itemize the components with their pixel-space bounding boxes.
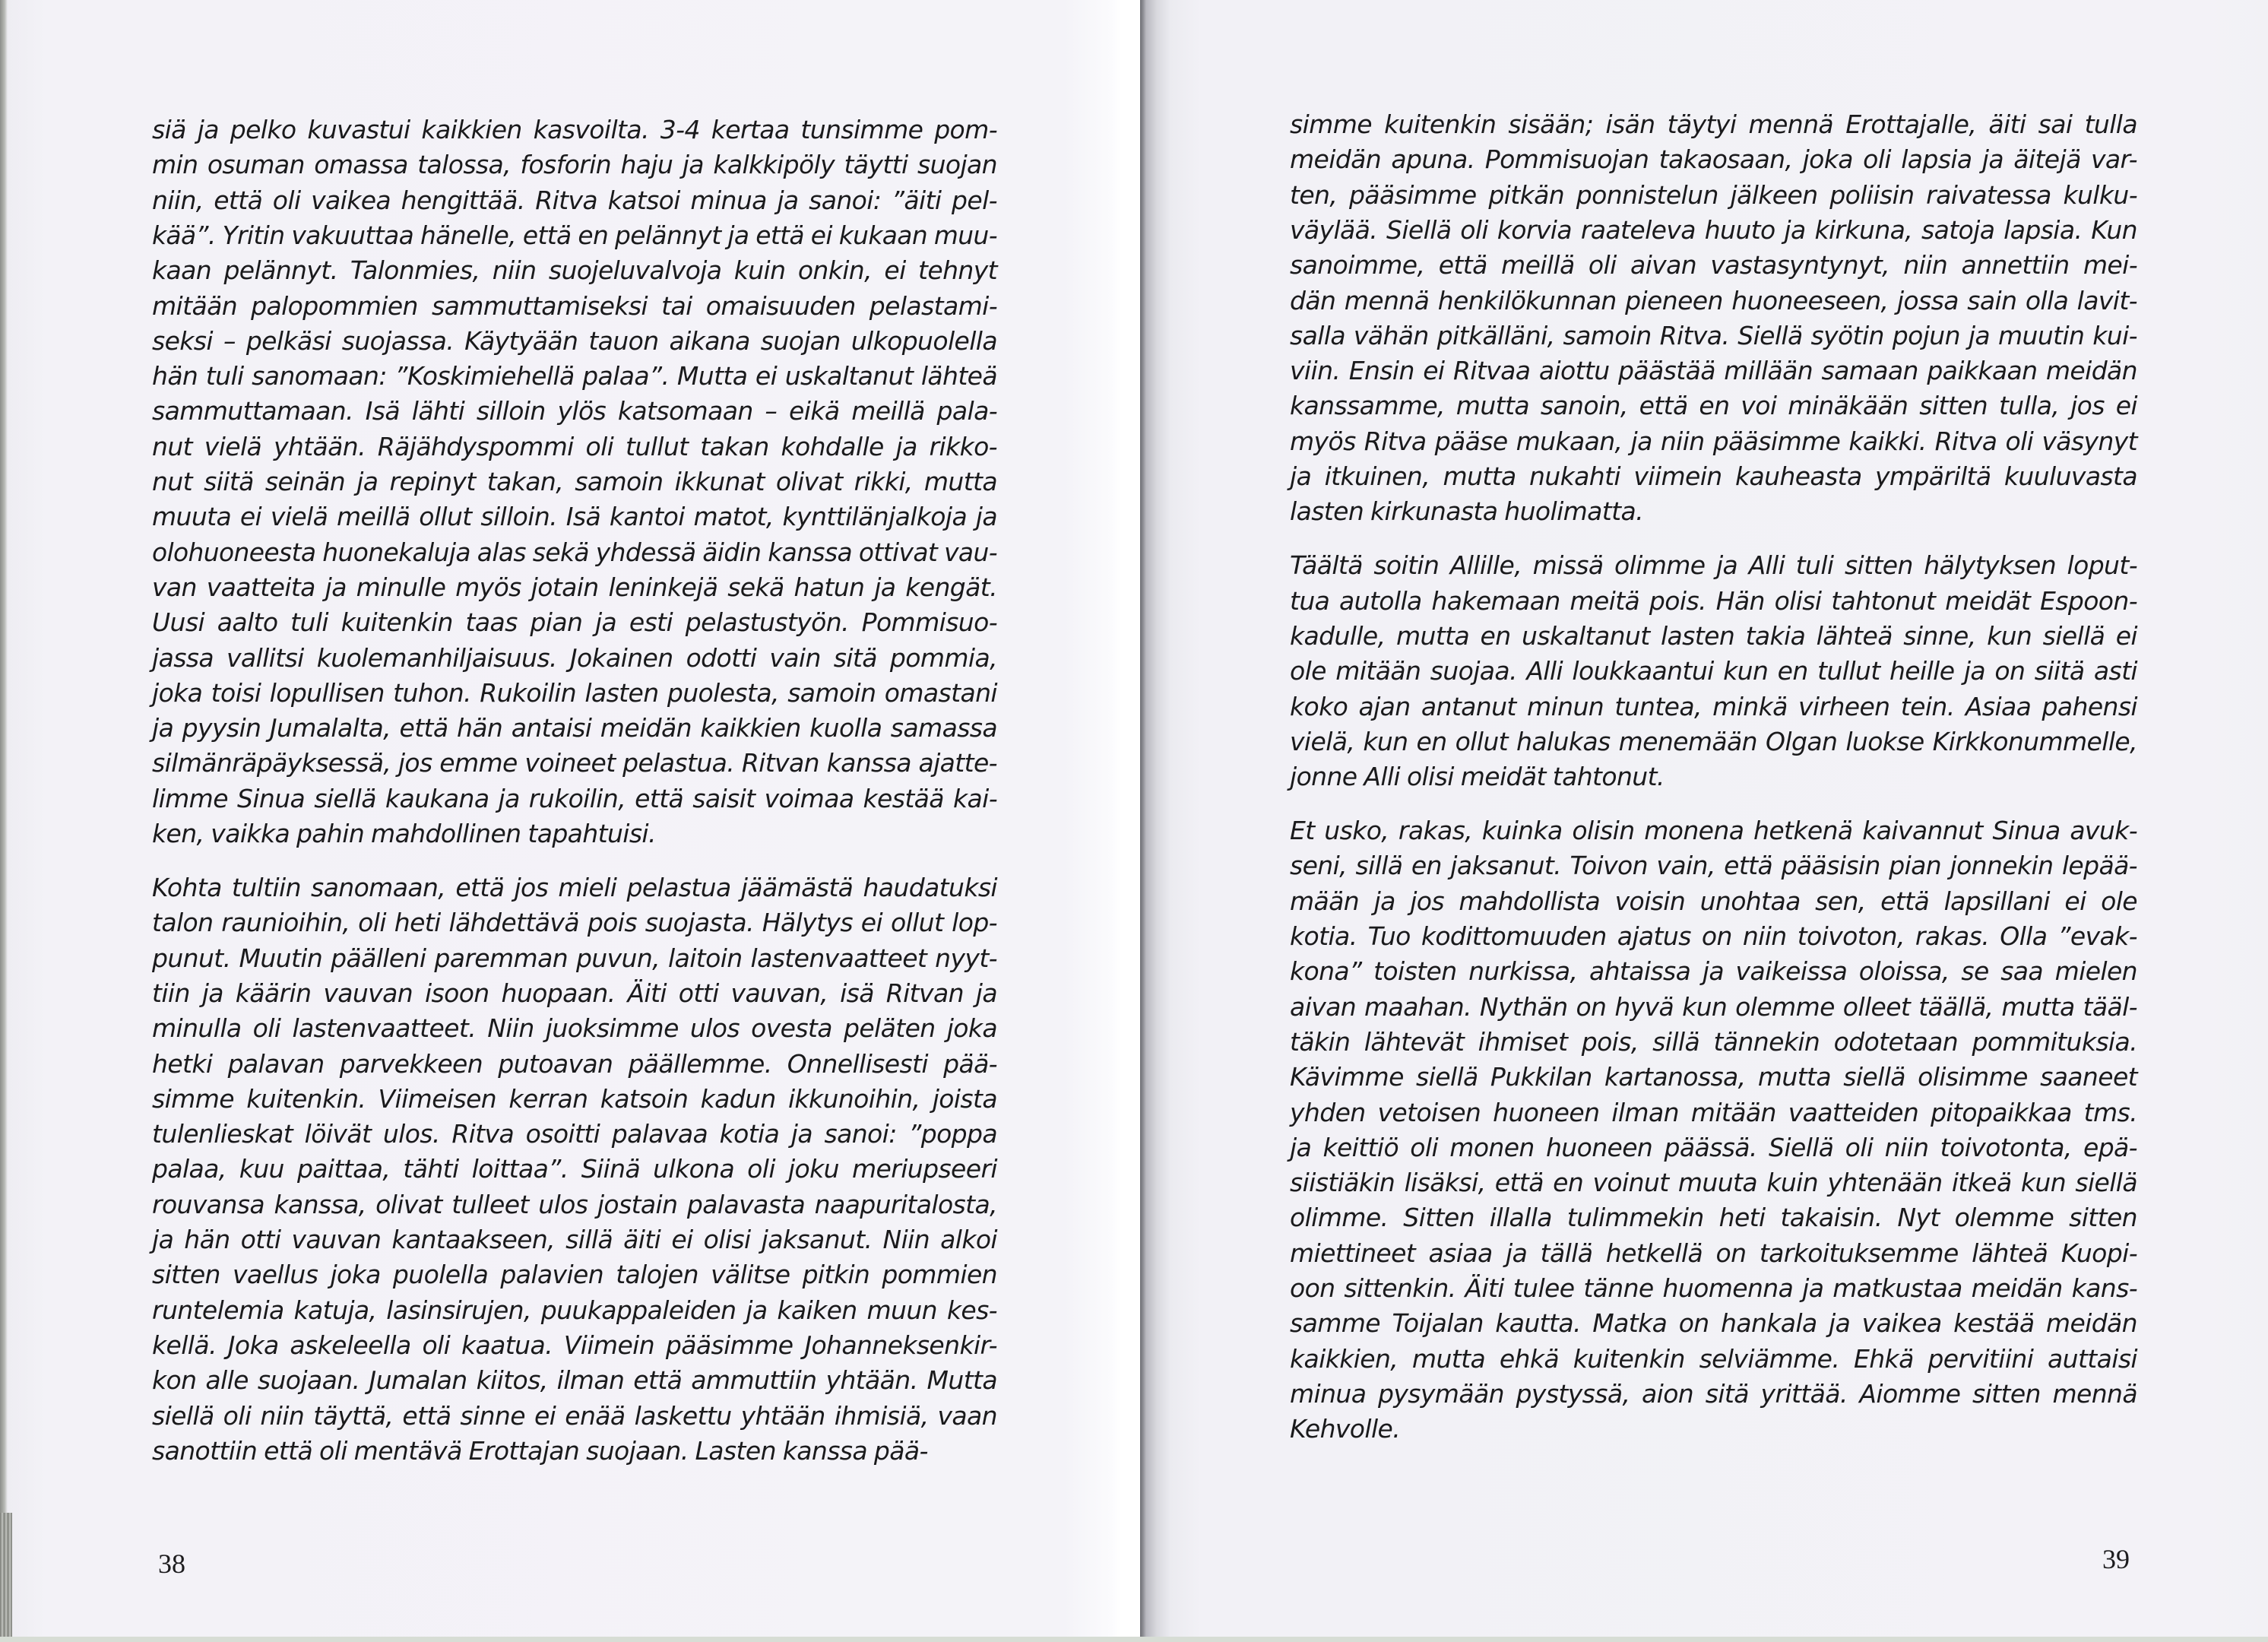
text-line: lasten kirkunasta huolimatta. — [1290, 496, 1643, 527]
text-line: Täältä soitin Allille, missä olimme ja Alli tuli sitten hälytyksen loput- — [1290, 550, 2137, 581]
text-line: rouvansa kanssa, olivat tulleet ulos jostain palavasta naapuritalosta, — [152, 1189, 997, 1219]
text-line: kaikkien, mutta ehkä kuitenkin selviämme. Ehkä pervitiini auttaisi — [1290, 1343, 2137, 1374]
text-line: kanssamme, mutta sanoin, että en voi minäkään sitten tulla, jos ei — [1290, 391, 2137, 421]
text-line: min osuman omassa talossa, fosforin haju ja kalkkipöly täytti suojan — [152, 150, 997, 180]
text-line: minua pysymään pystyssä, aion sitä yrittää. Aiomme sitten mennä — [1290, 1378, 2137, 1409]
text-line: joka toisi lopullisen tuhon. Rukoilin lasten puolesta, samoin omastani — [152, 677, 997, 708]
text-line: mitään palopommien sammuttamiseksi tai omaisuuden pelastami- — [152, 290, 997, 321]
text-line: simme kuitenkin. Viimeisen kerran katsoin kadun ikkunoihin, joista — [152, 1083, 997, 1114]
text-line: nut siitä seinän ja repinyt takan, samoin ikkunat olivat rikki, mutta — [152, 467, 997, 496]
text-line: ja pyysin Jumalalta, että hän antaisi meidän kaikkien kuolla samassa — [152, 713, 997, 743]
text-line: silmänräpäyksessä, jos emme voineet pelastua. Ritvan kanssa ajatte- — [152, 748, 997, 778]
text-line: siistiäkin lisäksi, että en voinut muuta kuin yhtenään itkeä kun siellä — [1290, 1168, 2137, 1198]
text-line: oon sittenkin. Äiti tulee tänne huomenna ja matkustaa meidän kans- — [1290, 1273, 2137, 1303]
text-line: Kohta tultiin sanomaan, että jos mieli pelastua jäämästä haudatuksi — [152, 873, 997, 902]
scanner-background-strip — [0, 1637, 2268, 1642]
text-line: ten, pääsimme pitkän ponnistelun jälkeen poliisin raivatessa kulku- — [1290, 179, 2137, 210]
text-line: siellä oli niin täyttä, että sinne ei enää laskettu yhtään ihmisiä, vaan — [152, 1400, 997, 1431]
text-line: sammuttamaan. Isä lähti silloin ylös katsomaan – eikä meillä pala- — [152, 396, 997, 426]
text-line: kaan pelännyt. Talonmies, niin suojeluvalvoja kuin onkin, ei tehnyt — [152, 255, 997, 286]
text-line: ja itkuinen, mutta nukahti viimein kauheasta ympäriltä kuuluvasta — [1290, 461, 2137, 491]
text-line: vielä, kun en ollut halukas menemään Olgan luokse Kirkkonummelle, — [1290, 726, 2137, 756]
text-line: koko ajan antanut minun tuntea, minkä virheen tein. Asiaa pahensi — [1290, 691, 2137, 721]
text-line: viin. Ensin ei Ritvaa aiottu päästää millään samaan paikkaan meidän — [1290, 356, 2137, 386]
text-line: samme Toijalan kautta. Matka on hankala ja vaikea kestää meidän — [1290, 1308, 2137, 1339]
text-line: punut. Muutin päälleni paremman puvun, laitoin lastenvaatteet nyyt- — [152, 943, 997, 973]
text-line: seksi – pelkäsi suojassa. Käytyään tauon aikana suojan ulkopuolella — [152, 325, 997, 356]
text-line: ole mitään suojaa. Alli loukkaantui kun en tullut heille ja on siitä asti — [1290, 656, 2137, 686]
text-line: hetki palavan parvekkeen putoavan päällemme. Onnellisesti pää- — [152, 1048, 997, 1079]
text-line: sitten vaellus joka puolella palavien talojen välitse pitkin pommien — [152, 1260, 997, 1290]
text-line: ja hän otti vauvan kantaakseen, sillä äiti ei olisi jaksanut. Niin alkoi — [152, 1225, 997, 1254]
text-line: jonne Alli olisi meidät tahtonut. — [1290, 762, 1665, 792]
text-line: kona” toisten nurkissa, ahtaissa ja vaikeissa oloissa, se saa mielen — [1290, 956, 2137, 987]
text-line: väylää. Siellä oli korvia raateleva huuto ja kirkuna, satoja lapsia. Kun — [1290, 214, 2137, 245]
page-number-left: 38 — [158, 1548, 185, 1579]
text-line: salla vähän pitkälläni, samoin Ritva. Siellä syötin pojun ja muutin kui- — [1290, 320, 2137, 350]
text-line: tulenlieskat löivät ulos. Ritva osoitti palavaa kotia ja sanoi: ”poppa — [152, 1119, 997, 1149]
text-line: kotia. Tuo kodittomuuden ajatus on niin toivoton, rakas. Olla ”evak- — [1290, 921, 2137, 951]
text-line: ken, vaikka pahin mahdollinen tapahtuisi. — [152, 819, 656, 848]
text-line: kellä. Joka askeleella oli kaatua. Viimein pääsimme Johanneksenkir- — [152, 1330, 997, 1360]
text-line: tiin ja käärin vauvan isoon huopaan. Äiti otti vauvan, isä Ritvan ja — [152, 978, 997, 1008]
text-line: Et usko, rakas, kuinka olisin monena hetkenä kaivannut Sinua avuk- — [1290, 816, 2137, 846]
text-line: van vaatteita ja minulle myös jotain leninkejä sekä hatun ja kengät. — [152, 572, 997, 602]
text-line: dän mennä henkilökunnan pieneen huoneeseen, jossa sain olla lavit- — [1290, 285, 2137, 315]
text-line: minulla oli lastenvaatteet. Niin juoksimme ulos ovesta peläten joka — [152, 1013, 997, 1044]
text-line: Kävimme siellä Pukkilan kartanossa, mutta siellä olisimme saaneet — [1290, 1062, 2137, 1092]
page-edge-stack — [0, 1513, 12, 1637]
text-line: yhden vetoisen huoneen ilman mitään vaatteiden pitopaikkaa tms. — [1290, 1097, 2137, 1127]
text-line: talon raunioihin, oli heti lähdettävä pois suojasta. Hälytys ei ollut lop- — [152, 908, 997, 938]
text-line: ja keittiö oli monen huoneen päässä. Siellä oli niin toivotonta, epä- — [1290, 1132, 2137, 1162]
text-line: siä ja pelko kuvastui kaikkien kasvoilta. 3-4 kertaa tunsimme pom- — [152, 115, 997, 144]
text-line: seni, sillä en jaksanut. Toivon vain, että pääsisin pian jonnekin lepää- — [1290, 851, 2137, 881]
text-line: limme Sinua siellä kaukana ja rukoilin, että saisit voimaa kestää kai- — [152, 783, 997, 813]
text-line: täkin lähtevät ihmiset pois, sillä tännekin odotetaan pommituksia. — [1290, 1026, 2137, 1057]
text-line: muuta ei vielä meillä ollut silloin. Isä kantoi matot, kynttilänjalkoja ja — [152, 502, 997, 532]
text-line: palaa, kuu paittaa, tähti loittaa”. Siinä ulkona oli joku meriupseeri — [152, 1154, 997, 1184]
text-line: runtelemia katuja, lasinsirujen, puukappaleiden ja kaiken muun kes- — [152, 1295, 997, 1325]
text-line: myös Ritva pääse mukaan, ja niin pääsimme kaikki. Ritva oli väsynyt — [1290, 426, 2137, 456]
text-line: Uusi aalto tuli kuitenkin taas pian ja esti pelastustyön. Pommisuo- — [152, 607, 997, 638]
text-line: nut vielä yhtään. Räjähdyspommi oli tullut takan kohdalle ja rikko- — [152, 431, 997, 461]
text-line: sanoimme, että meillä oli aivan vastasyntynyt, niin annettiin mei- — [1290, 250, 2137, 281]
text-line: hän tuli sanomaan: ”Koskimiehellä palaa”. Mutta ei uskaltanut lähteä — [152, 361, 997, 391]
text-line: jassa vallitsi kuolemanhiljaisuus. Jokainen odotti vain sitä pommia, — [152, 642, 997, 673]
text-line: olimme. Sitten illalla tulimmekin heti takaisin. Nyt olemme sitten — [1290, 1203, 2137, 1233]
text-line: mään ja jos mahdollista voisin unohtaa sen, että lapsillani ei ole — [1290, 886, 2137, 916]
text-line: miettineet asiaa ja tällä hetkellä on tarkoituksemme lähteä Kuopi- — [1290, 1238, 2137, 1268]
text-line: kää”. Yritin vakuuttaa hänelle, että en pelännyt ja että ei kukaan muu- — [152, 220, 997, 250]
text-line: olohuoneesta huonekaluja alas sekä yhdessä äidin kanssa ottivat vau- — [152, 537, 997, 567]
text-line: kon alle suojaan. Jumalan kiitos, ilman että ammuttiin yhtään. Mutta — [152, 1365, 997, 1396]
text-line: meidän apuna. Pommisuojan takaosaan, joka oli lapsia ja äitejä var- — [1290, 144, 2137, 175]
text-line: simme kuitenkin sisään; isän täytyi mennä Erottajalle, äiti sai tulla — [1290, 109, 2137, 139]
text-line: tua autolla hakemaan meitä pois. Hän olisi tahtonut meidät Espoon- — [1290, 585, 2137, 616]
text-line: sanottiin että oli mentävä Erottajan suojaan. Lasten kanssa pää- — [152, 1435, 928, 1466]
text-line: niin, että oli vaikea hengittää. Ritva katsoi minua ja sanoi: ”äiti pel- — [152, 185, 997, 215]
page-number-right: 39 — [2102, 1544, 2130, 1574]
text-line: Kehvolle. — [1290, 1414, 1401, 1444]
text-line: aivan maahan. Nythän on hyvä kun olemme olleet täällä, mutta tääl- — [1290, 991, 2137, 1022]
text-line: kadulle, mutta en uskaltanut lasten takia lähteä sinne, kun siellä ei — [1290, 620, 2137, 651]
